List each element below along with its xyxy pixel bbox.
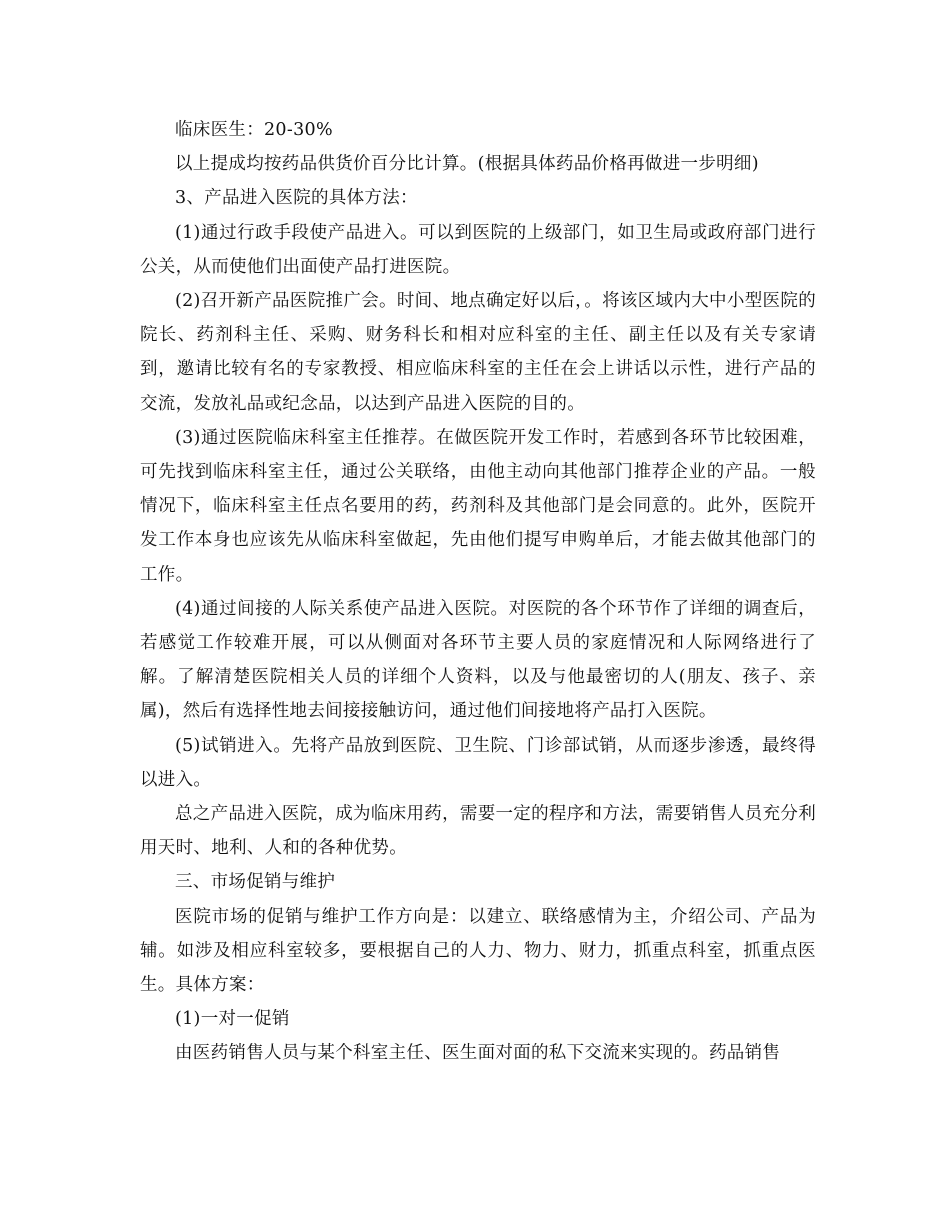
paragraph-method-2: (2)召开新产品医院推广会。时间、地点确定好以后，。将该区域内大中小型医院的院长、药剂科主任、采购、财务科长和相对应科室的主任、副主任以及有关专家请到，邀请比较有名的专家教授、相应临床科室的主任在会上讲话以示性，进行产品的交流，发放礼品或纪念品，以达到产品进入医院的目的。	[140, 291, 816, 414]
section-heading-3: 3、产品进入医院的具体方法：	[175, 188, 418, 209]
paragraph-method-3: (3)通过医院临床科室主任推荐。在做医院开发工作时，若感到各环节比较困难，可先找到临床科室主任，通过公关联络，由他主动向其他部门推荐企业的产品。一般情况下，临床科室主任点名要用的药，药剂科及其他部门是会同意的。此外，医院开发工作本身也应该先从临床科室做起，先由他们提写申购单后，才能去做其他部门的工作。	[140, 427, 816, 585]
paragraph-method-5: (5)试销进入。先将产品放到医院、卫生院、门诊部试销，从而逐步渗透，最终得以进入。	[140, 735, 816, 790]
paragraph-promotion-direction: 医院市场的促销与维护工作方向是：以建立、联络感情为主，介绍公司、产品为辅。如涉及相应科室较多，要根据自己的人力、物力、财力，抓重点科室，抓重点医生。具体方案：	[140, 906, 816, 996]
section-heading-three: 三、市场促销与维护	[175, 872, 336, 893]
paragraph-summary: 总之产品进入医院，成为临床用药，需要一定的程序和方法，需要销售人员充分利用天时、地利、人和的各种优势。	[140, 804, 816, 859]
paragraph-commission-note: 以上提成均按药品供货价百分比计算。(根据具体药品价格再做进一步明细)	[175, 154, 759, 175]
paragraph-method-4: (4)通过间接的人际关系使产品进入医院。对医院的各个环节作了详细的调查后，若感觉工作较难开展，可以从侧面对各环节主要人员的家庭情况和人际网络进行了解。了解清楚医院相关人员的详细个人资料，以及与他最密切的人(朋友、孩子、亲属)，然后有选择性地去间接接触访问，通过他们间接地将产品打入医院。	[140, 598, 816, 722]
paragraph-one-on-one-body: 由医药销售人员与某个科室主任、医生面对面的私下交流来实现的。药品销售	[175, 1043, 781, 1064]
paragraph-clinical-doctor: 临床医生：20-30%	[175, 120, 333, 140]
paragraph-method-1: (1)通过行政手段使产品进入。可以到医院的上级部门，如卫生局或政府部门进行公关，从而使他们出面使产品打进医院。	[140, 222, 816, 277]
paragraph-one-on-one-heading: (1)一对一促销	[175, 1009, 290, 1030]
document-body	[140, 113, 816, 1071]
